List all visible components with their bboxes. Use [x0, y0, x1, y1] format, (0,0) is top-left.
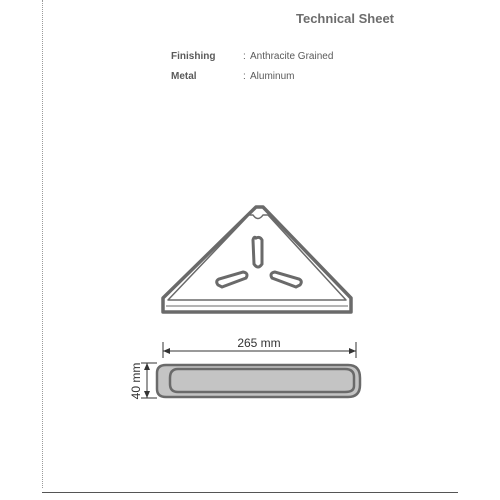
height-dimension [129, 363, 157, 400]
shelf-profile-inner [170, 369, 354, 392]
width-dimension [163, 336, 356, 358]
height-dimension-label: 40 mm [129, 362, 143, 400]
shelf-top-view [163, 207, 351, 312]
spec-label: Metal [171, 71, 197, 82]
spec-separator: : [243, 51, 246, 62]
spec-value: Aluminum [250, 71, 295, 82]
spec-label: Finishing [171, 51, 216, 62]
page-title: Technical Sheet [296, 11, 395, 26]
shelf-side-view [157, 365, 360, 397]
spec-separator: : [243, 71, 246, 82]
width-dimension-label: 265 mm [237, 336, 281, 350]
spec-value: Anthracite Grained [250, 51, 334, 62]
drain-slot-icon [253, 237, 262, 267]
